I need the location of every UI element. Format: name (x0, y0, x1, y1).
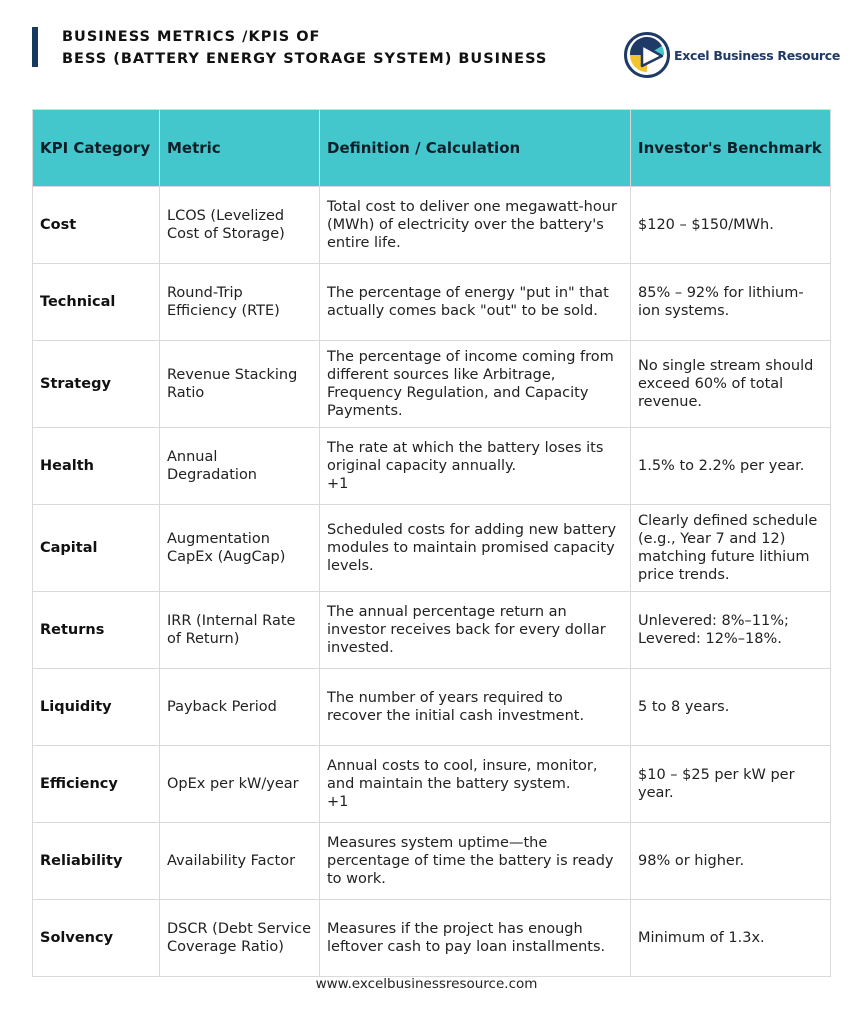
definition-note: +1 (327, 476, 349, 492)
benchmark-cell: Unlevered: 8%–11%; Levered: 12%–18%. (631, 592, 831, 669)
brand-logo (624, 32, 840, 78)
definition-cell: Scheduled costs for adding new battery modules to maintain promised capacity levels. (320, 505, 631, 592)
definition-cell (320, 746, 631, 823)
table-row (33, 264, 831, 341)
definition-cell (320, 428, 631, 505)
benchmark-cell: $10 – $25 per kW per year. (631, 746, 831, 823)
benchmark-cell: $120 – $150/MWh. (631, 187, 831, 264)
definition-cell: The percentage of income coming from different sources like Arbitrage, Frequency Regulation, and Capacity Payments. (320, 341, 631, 428)
metric-cell: Availability Factor (160, 823, 320, 900)
kpi-category-cell: Efficiency (33, 746, 160, 823)
definition-cell: The number of years required to recover the initial cash investment. (320, 669, 631, 746)
brand-logo-icon (624, 32, 670, 78)
table-row (33, 505, 831, 592)
kpi-category-cell: Strategy (33, 341, 160, 428)
definition-cell: Measures system uptime—the percentage of time the battery is ready to work. (320, 823, 631, 900)
kpi-category-cell: Capital (33, 505, 160, 592)
metric-cell: OpEx per kW/year (160, 746, 320, 823)
benchmark-cell: 85% – 92% for lithium-ion systems. (631, 264, 831, 341)
definition-text: Annual costs to cool, insure, monitor, and maintain the battery system. (327, 758, 598, 792)
kpi-category-cell: Solvency (33, 900, 160, 977)
page-title (62, 26, 547, 70)
kpi-category-cell: Returns (33, 592, 160, 669)
kpi-category-cell: Technical (33, 264, 160, 341)
metric-cell: LCOS (Levelized Cost of Storage) (160, 187, 320, 264)
benchmark-cell: Clearly defined schedule (e.g., Year 7 and 12) matching future lithium price trends. (631, 505, 831, 592)
metric-cell: Augmentation CapEx (AugCap) (160, 505, 320, 592)
kpi-category-cell: Health (33, 428, 160, 505)
page-title-line-2: BESS (BATTERY ENERGY STORAGE SYSTEM) BUSINESS (62, 51, 548, 67)
definition-cell: The annual percentage return an investor receives back for every dollar invested. (320, 592, 631, 669)
metric-cell: Round-Trip Efficiency (RTE) (160, 264, 320, 341)
kpi-category-cell: Cost (33, 187, 160, 264)
column-header: Metric (160, 110, 320, 187)
definition-text: The rate at which the battery loses its original capacity annually. (327, 440, 604, 474)
table-header-row (33, 110, 831, 187)
column-header: Definition / Calculation (320, 110, 631, 187)
definition-cell: The percentage of energy "put in" that actually comes back "out" to be sold. (320, 264, 631, 341)
benchmark-cell: No single stream should exceed 60% of total revenue. (631, 341, 831, 428)
benchmark-cell: 1.5% to 2.2% per year. (631, 428, 831, 505)
brand-logo-text: Excel Business Resource (674, 47, 841, 63)
table-row (33, 823, 831, 900)
metric-cell: DSCR (Debt Service Coverage Ratio) (160, 900, 320, 977)
definition-cell: Total cost to deliver one megawatt-hour (MWh) of electricity over the battery's entire life. (320, 187, 631, 264)
kpi-category-cell: Reliability (33, 823, 160, 900)
column-header: KPI Category (33, 110, 160, 187)
footer-website-link[interactable]: www.excelbusinessresource.com (315, 976, 538, 992)
table-row (33, 341, 831, 428)
definition-cell: Measures if the project has enough leftover cash to pay loan installments. (320, 900, 631, 977)
benchmark-cell: 98% or higher. (631, 823, 831, 900)
metric-cell: Revenue Stacking Ratio (160, 341, 320, 428)
column-header: Investor's Benchmark (631, 110, 831, 187)
metric-cell: Annual Degradation (160, 428, 320, 505)
metric-cell: IRR (Internal Rate of Return) (160, 592, 320, 669)
benchmark-cell: 5 to 8 years. (631, 669, 831, 746)
title-accent-bar (32, 27, 38, 67)
definition-note: +1 (327, 794, 349, 810)
table-row (33, 592, 831, 669)
table-row (33, 746, 831, 823)
table-row (33, 900, 831, 977)
kpi-category-cell: Liquidity (33, 669, 160, 746)
benchmark-cell: Minimum of 1.3x. (631, 900, 831, 977)
page-title-line-1: BUSINESS METRICS /KPIS OF (62, 29, 321, 45)
table-row (33, 187, 831, 264)
metric-cell: Payback Period (160, 669, 320, 746)
table-row (33, 428, 831, 505)
kpi-table (32, 109, 831, 977)
table-row (33, 669, 831, 746)
